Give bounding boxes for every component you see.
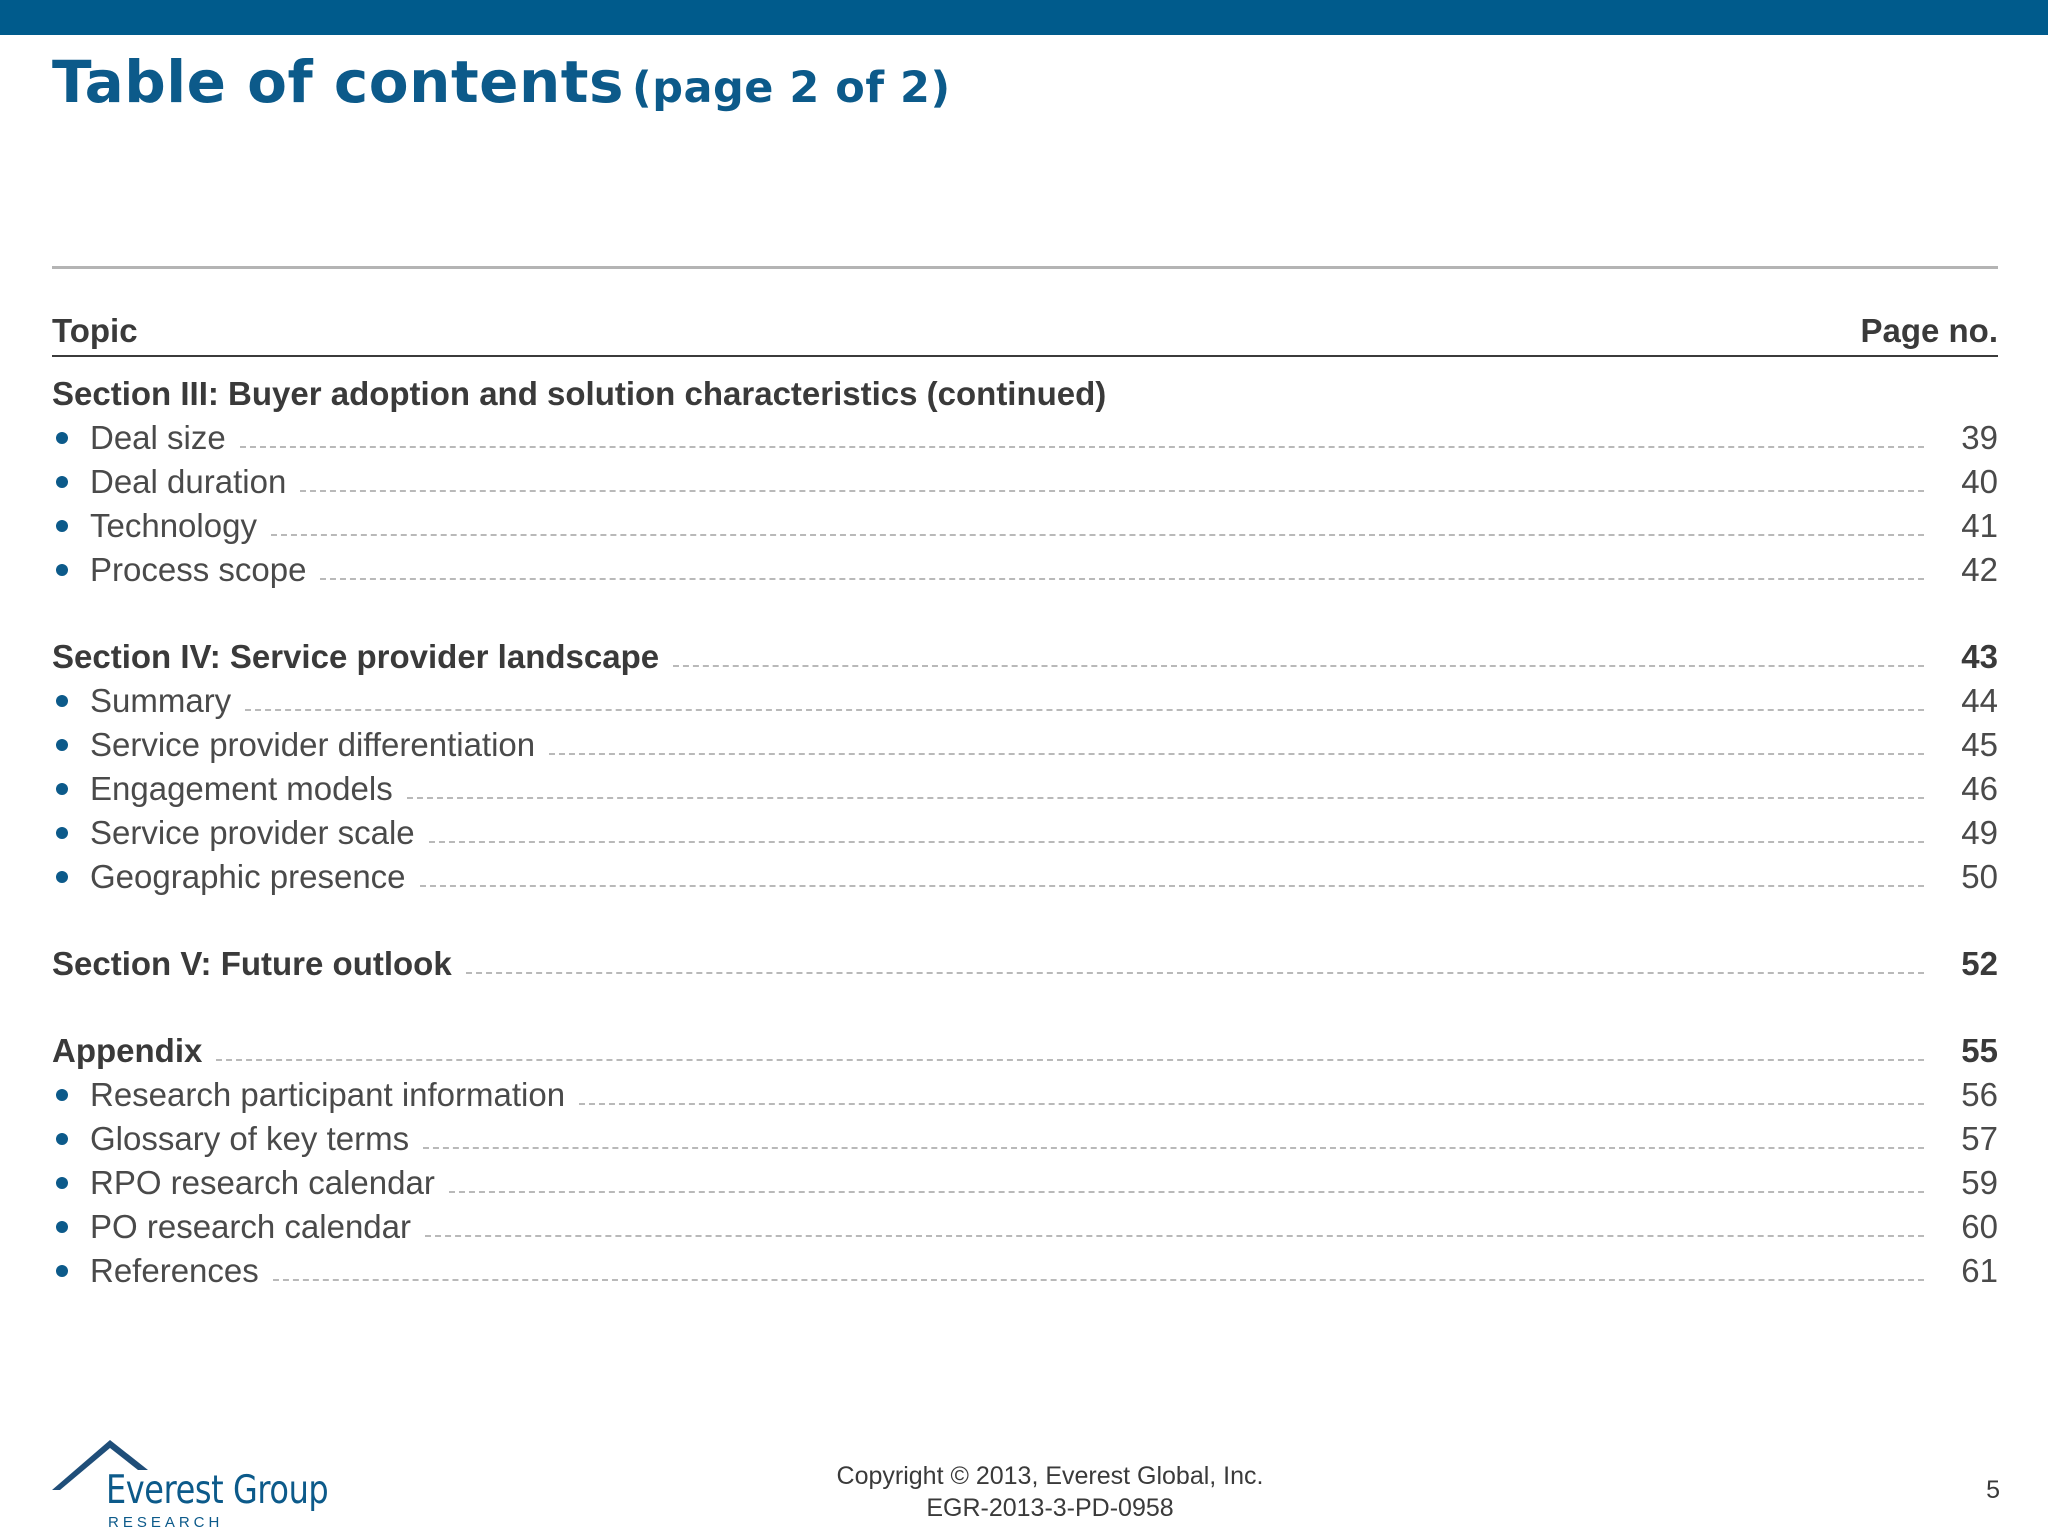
section-title: Section III: Buyer adoption and solution characteristics (continued) [52, 375, 1107, 412]
item-label: Service provider scale [90, 814, 415, 851]
item-page-number: 50 [1961, 858, 1998, 895]
item-page-number: 44 [1961, 682, 1998, 719]
item-label: Process scope [90, 551, 307, 588]
section-page-number: 55 [1961, 1032, 1998, 1069]
item-label: Deal size [90, 419, 226, 456]
bullet-icon [56, 871, 68, 883]
item-page-number: 40 [1961, 463, 1998, 500]
item-page-number: 42 [1961, 551, 1998, 588]
bullet-icon [56, 1265, 68, 1277]
bullet-icon [56, 1221, 68, 1233]
dotted-leader [245, 709, 1924, 711]
top-accent-bar [0, 0, 2048, 35]
bullet-icon [56, 564, 68, 576]
item-page-number: 56 [1961, 1076, 1998, 1113]
item-label: Glossary of key terms [90, 1120, 410, 1157]
dotted-leader [425, 1235, 1924, 1237]
toc-item-row [52, 548, 1998, 592]
toc-item-row [52, 1249, 1998, 1293]
bullet-icon [56, 1177, 68, 1189]
item-page-number: 59 [1961, 1164, 1998, 1201]
dotted-leader [579, 1103, 1924, 1105]
toc-item-row [52, 811, 1998, 855]
bullet-icon [56, 783, 68, 795]
toc-item-row [52, 416, 1998, 460]
item-page-number: 46 [1961, 770, 1998, 807]
page-title [52, 48, 951, 116]
logo-tagline: RESEARCH [108, 1514, 224, 1531]
item-label: References [90, 1252, 259, 1289]
dotted-leader [423, 1147, 1924, 1149]
toc-item-row [52, 1161, 1998, 1205]
everest-group-logo [52, 1430, 342, 1530]
bullet-icon [56, 432, 68, 444]
dotted-leader [407, 797, 1924, 799]
dotted-leader [429, 841, 1924, 843]
section-page-number: 43 [1961, 638, 1998, 675]
section-title: Appendix [52, 1032, 203, 1069]
toc-header [52, 306, 1998, 356]
item-page-number: 61 [1961, 1252, 1998, 1289]
copyright-text: Copyright © 2013, Everest Global, Inc. [836, 1462, 1264, 1490]
item-label: Research participant information [90, 1076, 566, 1113]
dotted-leader [240, 446, 1924, 448]
footer [650, 1460, 1450, 1524]
toc-item-row [52, 504, 1998, 548]
section-title: Section V: Future outlook [52, 945, 452, 982]
bullet-icon [56, 520, 68, 532]
toc-item-row [52, 679, 1998, 723]
bullet-icon [56, 739, 68, 751]
item-label: Engagement models [90, 770, 393, 807]
toc-section-row [52, 635, 1998, 679]
dotted-leader [449, 1191, 1924, 1193]
item-page-number: 49 [1961, 814, 1998, 851]
page-title-main: Table of contents [52, 48, 625, 116]
toc-item-row [52, 767, 1998, 811]
item-label: Technology [90, 507, 257, 544]
bullet-icon [56, 695, 68, 707]
dotted-leader [673, 665, 1924, 667]
toc-section-row [52, 942, 1998, 986]
dotted-leader [420, 885, 1924, 887]
page-title-sub: (page 2 of 2) [632, 63, 951, 113]
toc-item-row [52, 1073, 1998, 1117]
toc-list [52, 372, 1998, 1293]
dotted-leader [216, 1059, 1924, 1061]
toc-section-row [52, 1029, 1998, 1073]
item-page-number: 57 [1961, 1120, 1998, 1157]
toc-item-row [52, 1205, 1998, 1249]
item-label: Geographic presence [90, 858, 406, 895]
dotted-leader [549, 753, 1924, 755]
dotted-leader [320, 578, 1924, 580]
logo-name: Everest Group [106, 1468, 329, 1513]
topic-column-header: Topic [52, 312, 138, 349]
bullet-icon [56, 1133, 68, 1145]
item-page-number: 39 [1961, 419, 1998, 456]
toc-item-row [52, 723, 1998, 767]
dotted-leader [466, 972, 1924, 974]
toc-section-row [52, 372, 1998, 416]
item-label: Deal duration [90, 463, 287, 500]
item-label: Summary [90, 682, 232, 719]
item-label: Service provider differentiation [90, 726, 536, 763]
item-page-number: 45 [1961, 726, 1998, 763]
dotted-leader [300, 490, 1924, 492]
bullet-icon [56, 1089, 68, 1101]
top-divider [52, 266, 1998, 269]
document-id: EGR-2013-3-PD-0958 [926, 1494, 1174, 1522]
item-page-number: 60 [1961, 1208, 1998, 1245]
dotted-leader [271, 534, 1924, 536]
toc-item-row [52, 855, 1998, 899]
header-divider [52, 355, 1998, 357]
page-column-header: Page no. [1860, 312, 1998, 349]
item-label: PO research calendar [90, 1208, 411, 1245]
toc-item-row [52, 1117, 1998, 1161]
section-page-number: 52 [1961, 945, 1998, 982]
bullet-icon [56, 827, 68, 839]
dotted-leader [273, 1279, 1924, 1281]
section-title: Section IV: Service provider landscape [52, 638, 660, 675]
toc-item-row [52, 460, 1998, 504]
bullet-icon [56, 476, 68, 488]
item-label: RPO research calendar [90, 1164, 435, 1201]
item-page-number: 41 [1961, 507, 1998, 544]
page-number: 5 [1986, 1476, 2000, 1504]
